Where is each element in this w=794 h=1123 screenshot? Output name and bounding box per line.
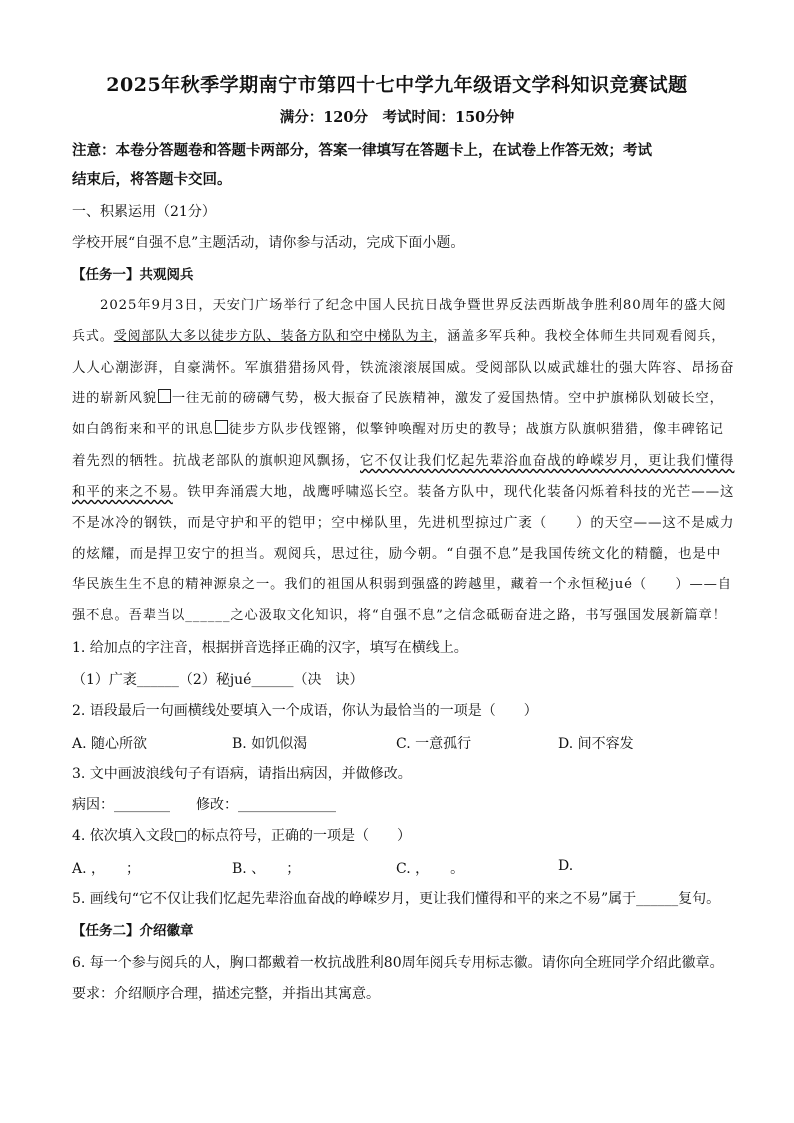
task-1-title: 【任务一】共观阅兵 [72,267,194,283]
answer-blank-2[interactable]: ______ [251,672,294,688]
section-1-title: 一、积累运用（21分） [72,204,216,220]
question-4-stem: 4. 依次填入文段□的标点符号，正确的一项是（ ） [72,828,412,844]
wavy-underlined-sentence-end: 和平的来之不易 [72,484,173,500]
passage-line-8: 不是冰冷的钢铁，而是守护和平的铠甲；空中梯队里，先进机型掠过广袤（ ）的天空——这不是威力 [72,515,735,531]
q4-option-c[interactable]: C. ， 。 [396,861,465,877]
q2-option-d[interactable]: D. 间不容发 [558,736,634,752]
cause-blank[interactable]: ________ [114,797,170,813]
notice-line-2: 结束后，将答题卡交回。 [72,171,232,188]
task-2-title: 【任务二】介绍徽章 [72,923,194,939]
question-1-stem: 1. 给加点的字注音，根据拼音选择正确的汉字，填写在横线上。 [72,640,468,656]
exam-subtitle: 满分：120分 考试时间：150分钟 [279,109,515,126]
question-3-answer-row: 病因：________ 修改：______________ [72,797,336,813]
passage-line-10: 华民族生生不息的精神源泉之一。我们的祖国从积弱到强盛的跨越里，藏着一个永恒秘jué（ ）——自 [72,577,732,592]
passage-line-11: 强不息。吾辈当以______之心汲取文化知识，将“自强不息”之信念砥砺奋进之路，书写强国发展新篇章！ [72,608,727,623]
passage-line-5: 如白鸽衔来和平的讯息 徒步方队步伐铿锵，似擎钟唤醒对历史的教导；战旗方队旗帜猎猎，像丰碑铭记 [72,422,724,437]
section-1-intro: 学校开展“自强不息”主题活动，请你参与活动，完成下面小题。 [72,235,465,251]
idiom-blank[interactable]: ______ [185,608,231,623]
exam-title: 2025年秋季学期南宁市第四十七中学九年级语文学科知识竞赛试题 [106,74,688,96]
question-2-stem: 2. 语段最后一句画横线处要填入一个成语，你认为最恰当的一项是（ ） [72,703,538,719]
answer-blank-1[interactable]: ______ [136,672,179,688]
passage-line-4: 进的崭新风貌 一往无前的磅礴气势，极大振奋了民族精神，激发了爱国热情。空中护旗梯队划破长空， [72,391,724,406]
question-1-answers: （1）广袤______（2）秘jué______（决 诀） [72,672,364,688]
question-3-stem: 3. 文中画波浪线句子有语病，请指出病因，并做修改。 [72,766,412,782]
q4-option-b[interactable]: B. 、 ； [232,861,301,877]
notice-line-1: 注意：本卷分答题卷和答题卡两部分，答案一律填写在答题卡上，在试卷上作答无效；考试 [72,142,652,159]
q2-option-b[interactable]: B. 如饥似渴 [232,736,308,752]
passage-line-7: 和平的来之不易。铁甲奔涌震大地，战鹰呼啸巡长空。装备方队中，现代化装备闪烁着科技的光芒——这 [72,484,735,500]
sentence-type-blank[interactable]: ______ [636,891,679,907]
q4-option-d[interactable]: D. [558,858,574,874]
q2-option-a[interactable]: A. 随心所欲 [72,736,148,752]
punctuation-blank-box-1 [158,389,171,403]
passage-line-3: 人人心潮澎湃，自豪满怀。军旗猎猎扬风骨，铁流滚滚展国威。受阅部队以威武雄壮的强大阵容、昂扬奋 [72,360,735,376]
question-6-requirement: 要求：介绍顺序合理，描述完整，并指出其寓意。 [72,986,380,1002]
fix-blank[interactable]: ______________ [238,797,336,813]
passage-line-6: 着先烈的牺牲。抗战老部队的旗帜迎风飘扬，它不仅让我们忆起先辈浴血奋战的峥嵘岁月，更让我们懂得 [72,453,735,469]
punctuation-blank-box-2 [215,420,228,434]
q2-option-c[interactable]: C. 一意孤行 [396,736,472,752]
question-5-stem: 5. 画线句“它不仅让我们忆起先辈浴血奋战的峥嵘岁月，更让我们懂得和平的来之不易”属于______复句。 [72,891,721,907]
q4-option-a[interactable]: A. ， ； [72,861,141,877]
question-6-stem: 6. 每一个参与阅兵的人，胸口都戴着一枚抗战胜利80周年阅兵专用标志徽。请你向全班同学介绍此徽章。 [72,955,724,971]
passage-line-2: 兵式。受阅部队大多以徒步方队、装备方队和空中梯队为主，涵盖多军兵种。我校全体师生共同观看阅兵， [72,329,726,344]
passage-line-9: 的炫耀，而是捍卫安宁的担当。观阅兵，思过往，励今朝。“自强不息”是我国传统文化的精髓，也是中 [72,546,722,562]
wavy-underlined-sentence: 它不仅让我们忆起先辈浴血奋战的峥嵘岁月，更让我们懂得 [360,453,735,469]
underlined-sentence-a: 受阅部队大多以徒步方队、装备方队和空中梯队为主 [113,329,434,344]
passage-line-1: 2025年9月3日，天安门广场举行了纪念中国人民抗日战争暨世界反法西斯战争胜利80周年的盛大阅 [100,298,727,313]
